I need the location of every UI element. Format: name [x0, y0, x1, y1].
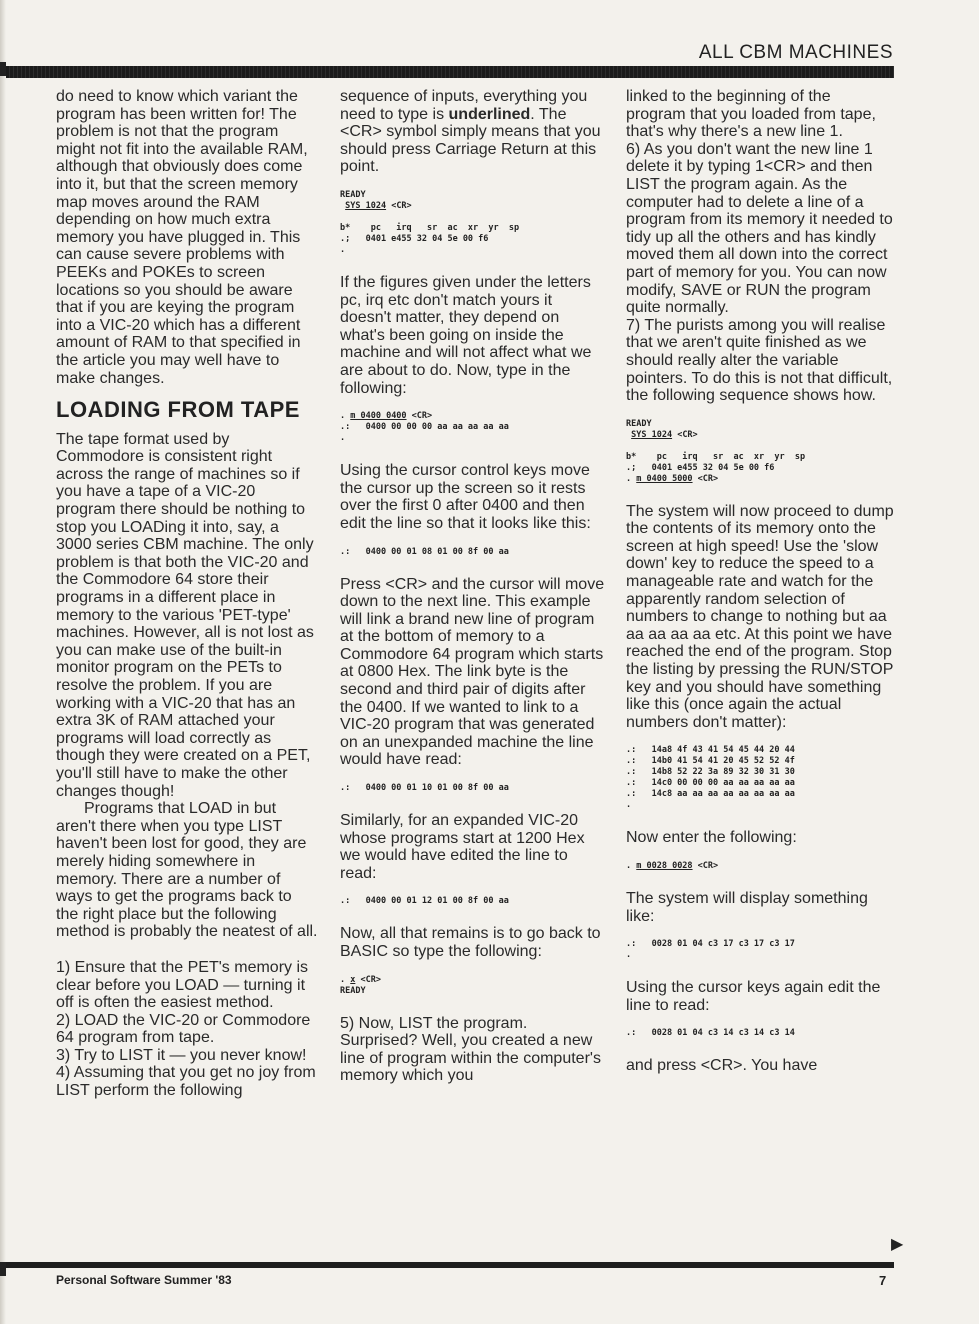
paragraph: The tape format used by Commodore is consistent right across the range of machines so if you have a tape of a VIC-20 program there should be nothing to stop you LOADing it into, say, a 3000 series CBM machine. The only problem is that both the VIC-20 and the Commodore 64 store their programs in a different place in memory to the various 'PET-type' machines. However, all is not lost as you can make use of the built-in monitor program on the PETs to resolve the problem. If you are working with a VIC-20 that has an extra 3K of RAM attached your programs will load correctly as though they were created on a PET, you'll still have to make the other changes though!	[56, 430, 314, 800]
paragraph: 5) Now, LIST the program. Surprised? Well, you created a new line of program within the computer's memory which you	[340, 1014, 601, 1085]
code-block-sys: READY SYS 1024 <CR> b* pc irq sr ac xr yr sp .; 0401 e455 32 04 5e 00 f6 .	[340, 189, 520, 255]
header-rule	[6, 66, 894, 78]
paragraph: The system will now proceed to dump the contents of its memory onto the screen at high speed! Use the 'slow down' key to reduce the speed to a manageable rate and watch for the apparently random selection of numbers to change to nothing but aa aa aa aa aa etc. At this point we have reached the end of the program. Stop the listing by pressing the RUN/STOP key and you should have something like this (once again the actual numbers don't matter):	[626, 502, 894, 731]
code-block-monitor: . m 0028 0028 <CR>	[626, 861, 719, 871]
code-line: .: 0400 00 01 08 01 00 8f 00 aa	[340, 546, 509, 557]
paragraph: Programs that LOAD in but aren't there when you type LIST haven't been lost for good, they are merely hiding somewhere in memory. There are a number of ways to get the programs back to the right place but the following method is probably the neatest of all.	[56, 800, 318, 941]
paragraph: and press <CR>. You have	[626, 1057, 818, 1075]
footer-rule	[6, 1262, 894, 1268]
paragraph: linked to the beginning of the program that you loaded from tape, that's why there's a new line 1.	[626, 88, 876, 141]
code-block-sys: READY SYS 1024 <CR> b* pc irq sr ac xr yr sp .; 0401 e455 32 04 5e 00 f6 . m 0400 5000 <CR>	[626, 418, 806, 484]
column-1	[56, 88, 318, 1100]
step-2: 2) LOAD the VIC-20 or Commodore 64 program from tape.	[56, 1011, 311, 1047]
paragraph: The system will display something like:	[626, 890, 868, 925]
step-4: 4) Assuming that you get no joy from LIST perform the following	[56, 1064, 316, 1100]
paragraph: Now enter the following:	[626, 829, 797, 847]
paragraph: Similarly, for an expanded VIC-20 whose programs start at 1200 Hex we would have edited the line to read:	[340, 812, 585, 882]
code-line: .: 0400 00 01 10 01 00 8f 00 aa	[340, 783, 509, 794]
paragraph: Press <CR> and the cursor will move down to the next line. This example will link a brand new line of program at the bottom of memory to a Commodore 64 program which starts at 0800 Hex. The link byte is the second and third pair of digits after the 0400. If we wanted to link to a VIC-20 program that was generated on an unexpanded machine the line would have read:	[340, 575, 605, 769]
paragraph: Using the cursor keys again edit the line to read:	[626, 979, 881, 1014]
paragraph: Now, all that remains is to go back to BASIC so type the following:	[340, 925, 601, 960]
paragraph: do need to know which variant the program has been written for! The problem is not that the program might not fit into the available RAM, although that obviously does come into it, but that the screen memory map moves around the RAM depending on how much extra memory you have plugged in. This can cause severe problems with PEEKs and POKEs to screen locations so you should be aware that if you are keying the program into a VIC-20 which has a different amount of RAM to that specified in the article you may well have to make changes.	[56, 88, 308, 387]
page-spine	[0, 0, 6, 1324]
header-title: ALL CBM MACHINES	[698, 42, 893, 63]
code-line: .: 0028 01 04 c3 14 c3 14 c3 14	[626, 1028, 795, 1039]
footer-publication: Personal Software Summer '83	[56, 1273, 232, 1287]
paragraph: Using the cursor control keys move the cursor up the screen so it rests over the first 0 after 0400 and then edit the line so that it looks like this:	[340, 462, 591, 532]
code-line: .: 0400 00 01 12 01 00 8f 00 aa	[340, 896, 509, 907]
step-1: 1) Ensure that the PET's memory is clear before you LOAD — turning it off is often the easiest method.	[56, 958, 309, 1012]
paragraph: If the figures given under the letters pc, irq etc don't match yours it doesn't matter, they depend on what's been going on inside the machine and will not affect what we are about to do. Now, type in the following:	[340, 273, 592, 397]
step-6: 6) As you don't want the new line 1 delete it by typing 1<CR> and then LIST the program again. As the computer had to delete a line of a program from its memory it needed to tidy up all the others and has kindly moved them all down into the correct part of memory for you. You can now modify, SAVE or RUN the program quite normally.	[626, 140, 893, 317]
continue-arrow-icon: ▶	[891, 1236, 904, 1253]
code-block-pointers: .: 0028 01 04 c3 17 c3 17 c3 17 .	[626, 939, 795, 961]
code-block-dump: .: 14a8 4f 43 41 54 45 44 20 44 .: 14b0 41 54 41 20 45 52 52 4f .: 14b8 52 22 3a 89 32 30 31 30 .: 14c0 00 00 00 aa aa aa aa aa .: 14c8 aa aa aa aa aa aa aa aa .	[626, 745, 795, 811]
step-3: 3) Try to LIST it — you never know!	[56, 1046, 307, 1064]
column-2	[340, 88, 605, 1085]
code-block-exit: . x <CR> READY	[340, 974, 381, 996]
section-heading: LOADING FROM TAPE	[56, 397, 300, 423]
column-3	[626, 88, 894, 1075]
page-number: 7	[879, 1273, 887, 1288]
underlined-word: underlined	[448, 105, 531, 123]
paragraph: sequence of inputs, everything you need to type is underlined. The <CR> symbol simply means that you should press Carriage Return at this point.	[340, 88, 601, 176]
code-block-monitor: . m 0400 0400 <CR> .: 0400 00 00 00 aa aa aa aa aa .	[340, 411, 509, 444]
step-7: 7) The purists among you will realise that we aren't quite finished as we should really alter the variable pointers. To do this is not that difficult, the following sequence shows how.	[626, 316, 893, 405]
